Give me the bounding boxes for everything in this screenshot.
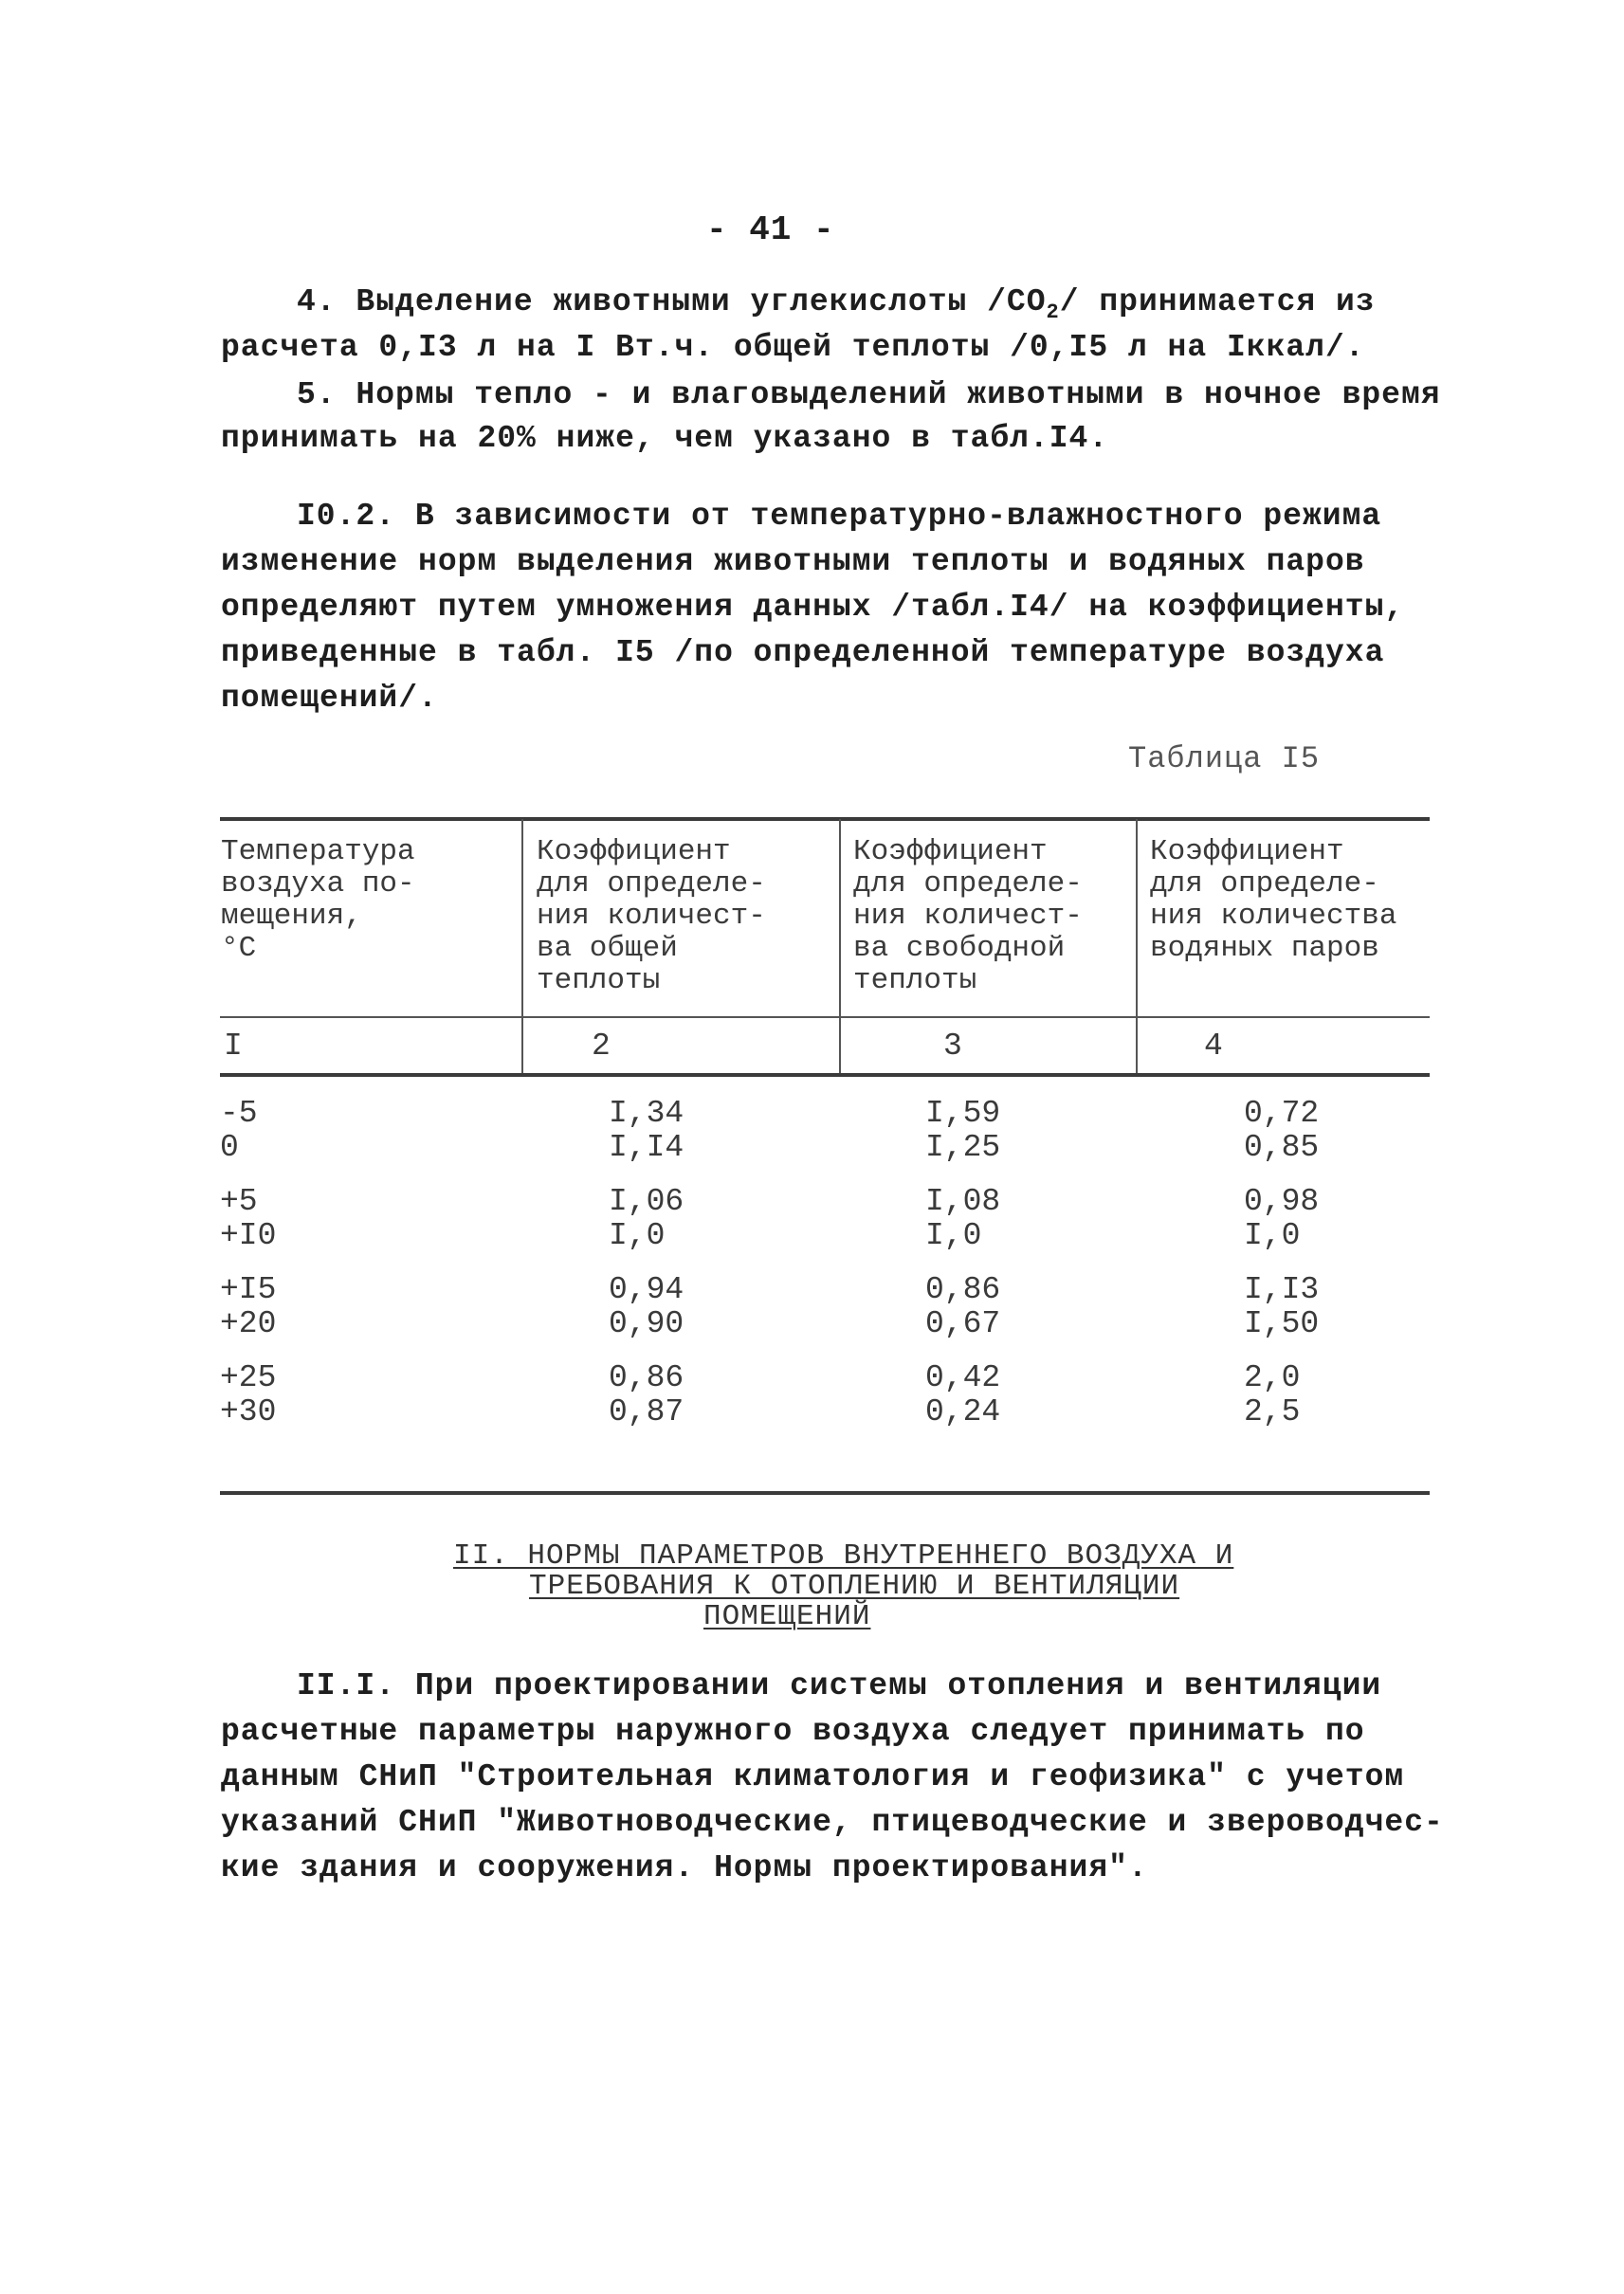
paragraph-10-2-line-5: помещений/. bbox=[221, 681, 438, 716]
table-cell-total-heat-group-2: I,06 I,0 bbox=[609, 1184, 684, 1253]
table-col-number-3: 3 bbox=[943, 1029, 962, 1064]
paragraph-4-text-b: / принимается из bbox=[1059, 284, 1376, 319]
paragraph-11-1-line-2: расчетные параметры наружного воздуха следует принимать по bbox=[221, 1714, 1365, 1749]
paragraph-10-2-line-3: определяют путем умножения данных /табл.I4/ на коэффициенты, bbox=[221, 590, 1405, 625]
paragraph-11-1-line-1: II.I. При проектировании системы отопления и вентиляции bbox=[297, 1668, 1382, 1703]
table-cell-total-heat-group-1: I,34 I,I4 bbox=[609, 1096, 684, 1165]
paragraph-4-text-a: 4. Выделение животными углекислоты /CO bbox=[297, 284, 1047, 319]
table-header-water-vapor: Коэффициент для определе- ния количества водяных паров bbox=[1150, 835, 1397, 965]
table-header-free-heat: Коэффициент для определе- ния количест- ва свободной теплоты bbox=[853, 835, 1083, 997]
co2-subscript: 2 bbox=[1046, 300, 1060, 324]
table-number-rule bbox=[220, 1073, 1430, 1077]
paragraph-4-line-1 bbox=[297, 284, 1376, 324]
table-col-number-4: 4 bbox=[1204, 1029, 1223, 1064]
section-title-line-3: ПОМЕЩЕНИЙ bbox=[703, 1600, 871, 1633]
table-divider-2 bbox=[839, 819, 841, 1073]
paragraph-11-1-line-3: данным СНиП "Строительная климатология и геофизика" с учетом bbox=[221, 1759, 1405, 1794]
table-bottom-rule bbox=[220, 1491, 1430, 1495]
table-cell-temp-group-3: +I5 +20 bbox=[220, 1272, 277, 1341]
table-header-rule bbox=[220, 1016, 1430, 1018]
table-divider-3 bbox=[1136, 819, 1138, 1073]
table-cell-water-vapor-group-4: 2,0 2,5 bbox=[1244, 1360, 1301, 1429]
table-cell-free-heat-group-3: 0,86 0,67 bbox=[925, 1272, 1001, 1341]
table-header-total-heat: Коэффициент для определе- ния количест- ва общей теплоты bbox=[537, 835, 766, 997]
table-col-number-2: 2 bbox=[592, 1029, 611, 1064]
table-divider-1 bbox=[521, 819, 523, 1073]
paragraph-10-2-line-4: приведенные в табл. I5 /по определенной температуре воздуха bbox=[221, 635, 1385, 670]
paragraph-4-line-2: расчета 0,I3 л на I Вт.ч. общей теплоты /0,I5 л на Iккал/. bbox=[221, 330, 1365, 365]
paragraph-5-line-1: 5. Нормы тепло - и влаговыделений животными в ночное время bbox=[297, 377, 1441, 412]
section-title-line-2: ТРЕБОВАНИЯ К ОТОПЛЕНИЮ И ВЕНТИЛЯЦИИ bbox=[529, 1570, 1180, 1603]
table-cell-free-heat-group-1: I,59 I,25 bbox=[925, 1096, 1001, 1165]
table-cell-temp-group-2: +5 +I0 bbox=[220, 1184, 277, 1253]
table-cell-water-vapor-group-3: I,I3 I,50 bbox=[1244, 1272, 1320, 1341]
table-cell-temp-group-1: -5 0 bbox=[220, 1096, 258, 1165]
table-cell-total-heat-group-4: 0,86 0,87 bbox=[609, 1360, 684, 1429]
table-top-rule bbox=[220, 817, 1430, 821]
table-caption: Таблица I5 bbox=[1128, 741, 1321, 776]
paragraph-5-line-2: принимать на 20% ниже, чем указано в табл.I4. bbox=[221, 421, 1109, 456]
table-cell-free-heat-group-2: I,08 I,0 bbox=[925, 1184, 1001, 1253]
table-header-temperature: Температура воздуха по- мещения, °С bbox=[221, 835, 415, 965]
table-cell-temp-group-4: +25 +30 bbox=[220, 1360, 277, 1429]
table-col-number-1: I bbox=[224, 1029, 243, 1064]
page-number: - 41 - bbox=[706, 210, 835, 249]
paragraph-10-2-line-2: изменение норм выделения животными теплоты и водяных паров bbox=[221, 544, 1365, 579]
paragraph-11-1-line-4: указаний СНиП "Животноводческие, птицеводческие и звероводчес- bbox=[221, 1805, 1444, 1840]
table-cell-total-heat-group-3: 0,94 0,90 bbox=[609, 1272, 684, 1341]
table-cell-water-vapor-group-1: 0,72 0,85 bbox=[1244, 1096, 1320, 1165]
section-title-line-1: II. НОРМЫ ПАРАМЕТРОВ ВНУТРЕННЕГО ВОЗДУХА И bbox=[453, 1539, 1234, 1573]
table-cell-water-vapor-group-2: 0,98 I,0 bbox=[1244, 1184, 1320, 1253]
table-cell-free-heat-group-4: 0,42 0,24 bbox=[925, 1360, 1001, 1429]
paragraph-11-1-line-5: кие здания и сооружения. Нормы проектирования". bbox=[221, 1850, 1148, 1885]
paragraph-10-2-line-1: I0.2. В зависимости от температурно-влажностного режима bbox=[297, 499, 1382, 534]
